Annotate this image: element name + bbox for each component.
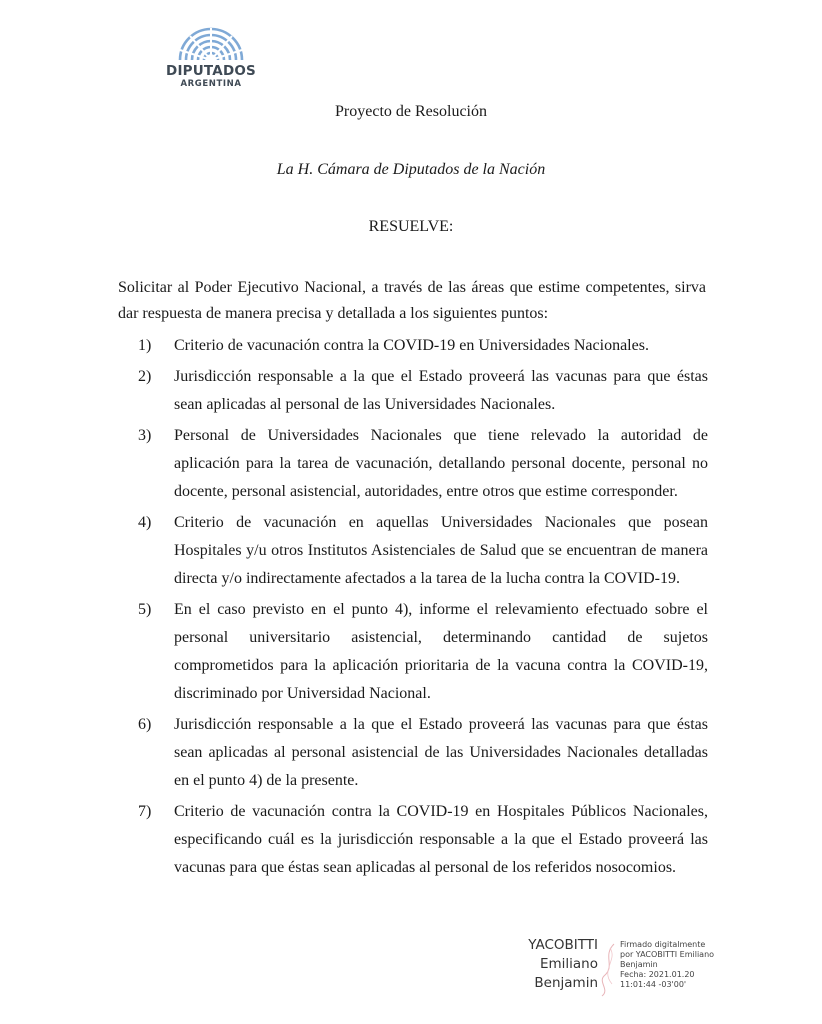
point-text: En el caso previsto en el punto 4), informe el relevamiento efectuado sobre el personal universitario asistencial, determinando cantidad de sujetos comprometidos para la aplicación prioritaria de la vacuna contra la COVID-19, discriminado por Universidad Nacional. xyxy=(174,601,708,702)
signature-meta-line: por YACOBITTI Emiliano xyxy=(620,950,715,959)
logo-name: DIPUTADOS xyxy=(166,63,256,79)
point-item xyxy=(138,596,708,708)
chamber-heading: La H. Cámara de Diputados de la Nación xyxy=(276,161,546,178)
point-number: 1) xyxy=(138,337,152,354)
signature-meta-line: Firmado digitalmente xyxy=(620,940,706,949)
signature-line: YACOBITTI xyxy=(528,937,598,953)
signature-line: Emiliano xyxy=(539,956,598,972)
point-item xyxy=(138,798,708,882)
signature-scribble-icon xyxy=(596,940,620,998)
congress-dome-icon xyxy=(176,26,246,62)
digital-signature-meta xyxy=(620,940,730,990)
point-number: 5) xyxy=(138,601,152,618)
point-number: 3) xyxy=(138,427,152,444)
point-item xyxy=(138,332,708,360)
signature-line: Benjamin xyxy=(534,975,598,991)
point-item xyxy=(138,422,708,506)
point-text: Jurisdicción responsable a la que el Estado proveerá las vacunas para que éstas sean aplicadas al personal asistencial de las Universidades Nacionales detalladas en el punto 4) de la presente. xyxy=(174,716,708,789)
signature-meta-line: 11:01:44 -03'00' xyxy=(620,980,687,989)
logo-country: ARGENTINA xyxy=(180,79,242,89)
diputados-logo xyxy=(166,26,256,90)
resolves-heading: RESUELVE: xyxy=(368,218,454,235)
point-item xyxy=(138,509,708,593)
point-number: 4) xyxy=(138,514,152,531)
point-text: Jurisdicción responsable a la que el Estado proveerá las vacunas para que éstas sean aplicadas al personal de las Universidades Nacionales. xyxy=(174,368,708,413)
point-number: 2) xyxy=(138,368,152,385)
document-title: Proyecto de Resolución xyxy=(335,103,487,120)
intro-line-2: dar respuesta de manera precisa y detallada a los siguientes puntos: xyxy=(118,305,549,322)
point-number: 6) xyxy=(138,716,152,733)
signature-name xyxy=(518,936,598,993)
point-number: 7) xyxy=(138,803,152,820)
intro-paragraph xyxy=(118,275,706,327)
point-text: Criterio de vacunación contra la COVID-19 en Hospitales Públicos Nacionales, especificando cuál es la jurisdicción responsable a la que el Estado proveerá las vacunas para que éstas sean aplicadas al personal de los referidos nosocomios. xyxy=(174,803,708,876)
point-text: Criterio de vacunación contra la COVID-19 en Universidades Nacionales. xyxy=(174,337,649,354)
point-text: Personal de Universidades Nacionales que tiene relevado la autoridad de aplicación para la tarea de vacunación, detallando personal docente, personal no docente, personal asistencial, autoridades, entre otros que estime corresponder. xyxy=(174,427,708,500)
point-item xyxy=(138,363,708,419)
signature-meta-line: Fecha: 2021.01.20 xyxy=(620,970,695,979)
points-list xyxy=(138,332,708,885)
signature-meta-line: Benjamin xyxy=(620,960,658,969)
point-item xyxy=(138,711,708,795)
intro-line-1: Solicitar al Poder Ejecutivo Nacional, a través de las áreas que estime competentes, sirva xyxy=(118,279,706,296)
point-text: Criterio de vacunación en aquellas Universidades Nacionales que posean Hospitales y/u otros Institutos Asistenciales de Salud que se encuentran de manera directa y/o indirectamente afectados a la tarea de la lucha contra la COVID-19. xyxy=(174,514,708,587)
